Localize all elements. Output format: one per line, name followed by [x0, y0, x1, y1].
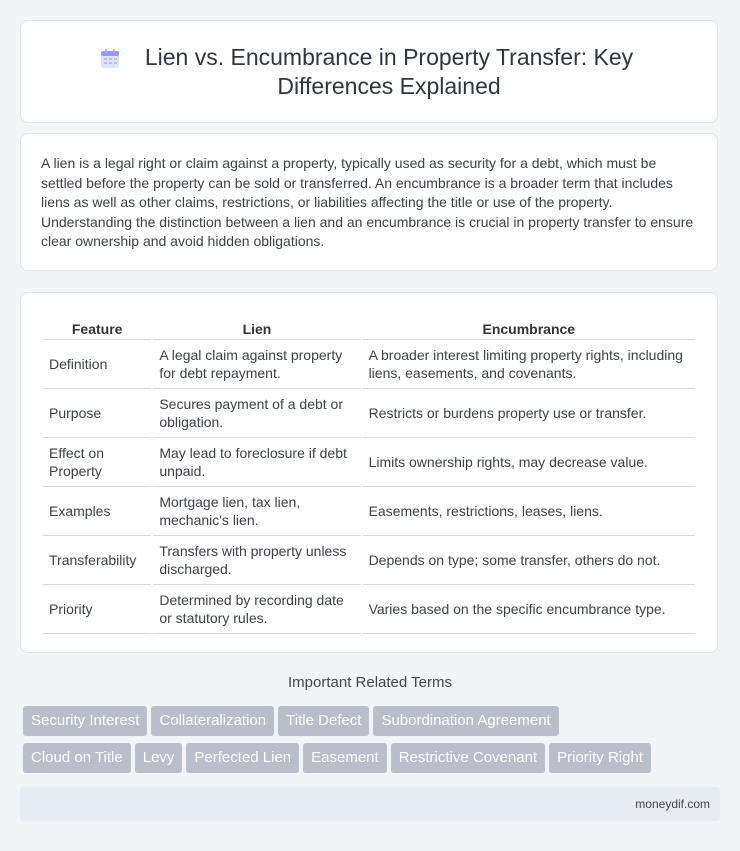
- encumbrance-cell: Restricts or burdens property use or transfer.: [363, 388, 695, 437]
- feature-cell: Definition: [43, 339, 151, 388]
- lien-cell: Determined by recording date or statutory rules.: [153, 584, 360, 634]
- feature-cell: Priority: [43, 584, 151, 634]
- footer-site-link[interactable]: moneydif.com: [635, 797, 710, 811]
- table-row: [43, 486, 695, 535]
- footer: [20, 787, 720, 821]
- header-lien: Lien: [242, 321, 272, 337]
- encumbrance-cell: Limits ownership rights, may decrease value.: [363, 437, 695, 486]
- related-term-tag[interactable]: Restrictive Covenant: [391, 743, 545, 773]
- related-terms-list: [23, 706, 723, 780]
- lien-cell: A legal claim against property for debt repayment.: [153, 339, 360, 388]
- table-row: [43, 388, 695, 437]
- lien-cell: May lead to foreclosure if debt unpaid.: [153, 437, 360, 486]
- related-term-tag[interactable]: Subordination Agreement: [373, 706, 558, 736]
- comparison-table-card: [20, 292, 718, 653]
- related-terms-title: Important Related Terms: [288, 674, 452, 691]
- table-row: [43, 437, 695, 486]
- lien-cell: Secures payment of a debt or obligation.: [153, 388, 360, 437]
- related-term-tag[interactable]: Priority Right: [549, 743, 651, 773]
- header-encumbrance: Encumbrance: [482, 321, 576, 337]
- related-term-tag[interactable]: Easement: [303, 743, 387, 773]
- feature-cell: Purpose: [43, 388, 151, 437]
- related-term-tag[interactable]: Cloud on Title: [23, 743, 131, 773]
- page-title: Lien vs. Encumbrance in Property Transfer: Key Differences Explained: [144, 44, 634, 99]
- lien-cell: Mortgage lien, tax lien, mechanic's lien.: [153, 486, 360, 535]
- feature-cell: Examples: [43, 486, 151, 535]
- encumbrance-cell: Varies based on the specific encumbrance type.: [363, 584, 695, 634]
- feature-cell: Effect on Property: [43, 437, 151, 486]
- table-row: [43, 339, 695, 388]
- related-term-tag[interactable]: Collateralization: [151, 706, 274, 736]
- table-row: [43, 584, 695, 634]
- title-card: [20, 20, 718, 123]
- related-term-tag[interactable]: Levy: [135, 743, 183, 773]
- intro-card: [20, 133, 718, 271]
- lien-cell: Transfers with property unless discharged.: [153, 535, 360, 584]
- table-header-row: [43, 315, 695, 339]
- encumbrance-cell: A broader interest limiting property rights, including liens, easements, and covenants.: [363, 339, 695, 388]
- related-term-tag[interactable]: Security Interest: [23, 706, 147, 736]
- related-term-tag[interactable]: Perfected Lien: [186, 743, 299, 773]
- encumbrance-cell: Easements, restrictions, leases, liens.: [363, 486, 695, 535]
- feature-cell: Transferability: [43, 535, 151, 584]
- intro-paragraph: A lien is a legal right or claim against a property, typically used as security for a debt, which must be settled before the property can be sold or transferred. An encumbrance is a broader term that includes liens as well as other claims, restrictions, or liabilities affecting the title or use of the property. Understanding the distinction between a lien and an encumbrance is crucial in property transfer to ensure clear ownership and avoid hidden obligations.: [41, 155, 694, 250]
- encumbrance-cell: Depends on type; some transfer, others do not.: [363, 535, 695, 584]
- comparison-table: [41, 315, 697, 634]
- table-row: [43, 535, 695, 584]
- related-term-tag[interactable]: Title Defect: [278, 706, 369, 736]
- header-feature: Feature: [71, 321, 123, 337]
